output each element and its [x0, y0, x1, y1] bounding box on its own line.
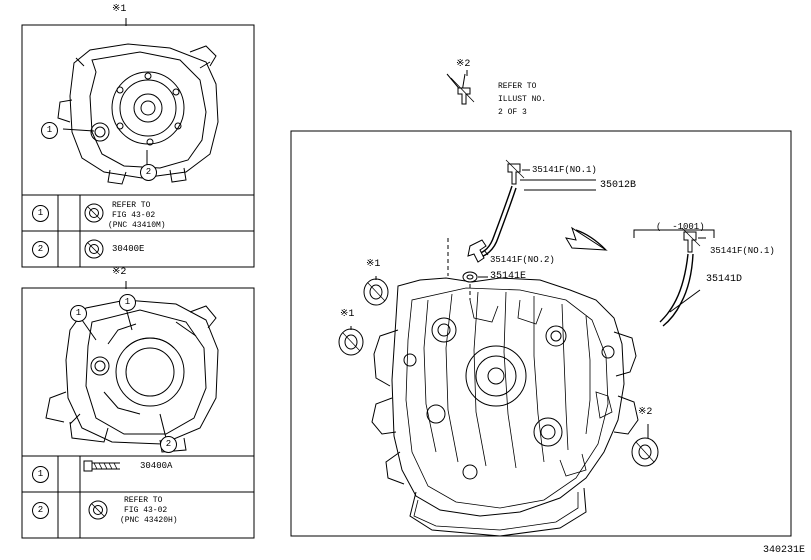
legend-row-2-num-bottom: 2 [32, 502, 49, 519]
panel-star-2: ※2 [112, 267, 127, 278]
callout-1b-bottom-left: 1 [119, 294, 136, 311]
legend-row-2-text-top: 30400E [112, 244, 145, 254]
label-35012b: 35012B [600, 180, 637, 191]
legend-row-1-line-2-top: FIG 43-02 [112, 211, 156, 220]
legend-row-1-num-bottom: 1 [32, 466, 49, 483]
callout-1a-bottom-left: 1 [70, 305, 87, 322]
callout-1-top-left: 1 [41, 122, 58, 139]
callout-2-top-left: 2 [140, 164, 157, 181]
legend-row-1-num-top: 1 [32, 205, 49, 222]
legend-row-1-text-bottom: 30400A [140, 461, 173, 471]
refer-note-star: ※2 [456, 59, 471, 70]
range-note: ( -1001) [656, 222, 705, 232]
label-35141f-no1-right: 35141F(NO.1) [710, 246, 775, 256]
refer-note-line-2: ILLUST NO. [498, 95, 547, 104]
panel-star-1: ※1 [112, 4, 127, 15]
legend-row-1-line-1-top: REFER TO [112, 201, 151, 210]
legend-row-2-line-3-bottom: (PNC 43420H) [120, 516, 178, 525]
label-35141f-no2: 35141F(NO.2) [490, 255, 555, 265]
refer-note-line-3: 2 OF 3 [498, 108, 527, 117]
legend-row-2-num-top: 2 [32, 241, 49, 258]
main-star-1a: ※1 [366, 259, 381, 270]
main-star-1b: ※1 [340, 309, 355, 320]
legend-row-1-line-3-top: (PNC 43410M) [108, 221, 166, 230]
refer-note-line-1: REFER TO [498, 82, 537, 91]
main-star-2: ※2 [638, 407, 653, 418]
legend-row-2-line-2-bottom: FIG 43-02 [124, 506, 168, 515]
legend-row-2-line-1-bottom: REFER TO [124, 496, 163, 505]
label-35141d: 35141D [706, 274, 743, 285]
diagram-code: 340231E [762, 545, 805, 556]
label-35141f-no1-top: 35141F(NO.1) [532, 165, 597, 175]
callout-2-bottom-left: 2 [160, 436, 177, 453]
label-35141e: 35141E [490, 271, 527, 282]
